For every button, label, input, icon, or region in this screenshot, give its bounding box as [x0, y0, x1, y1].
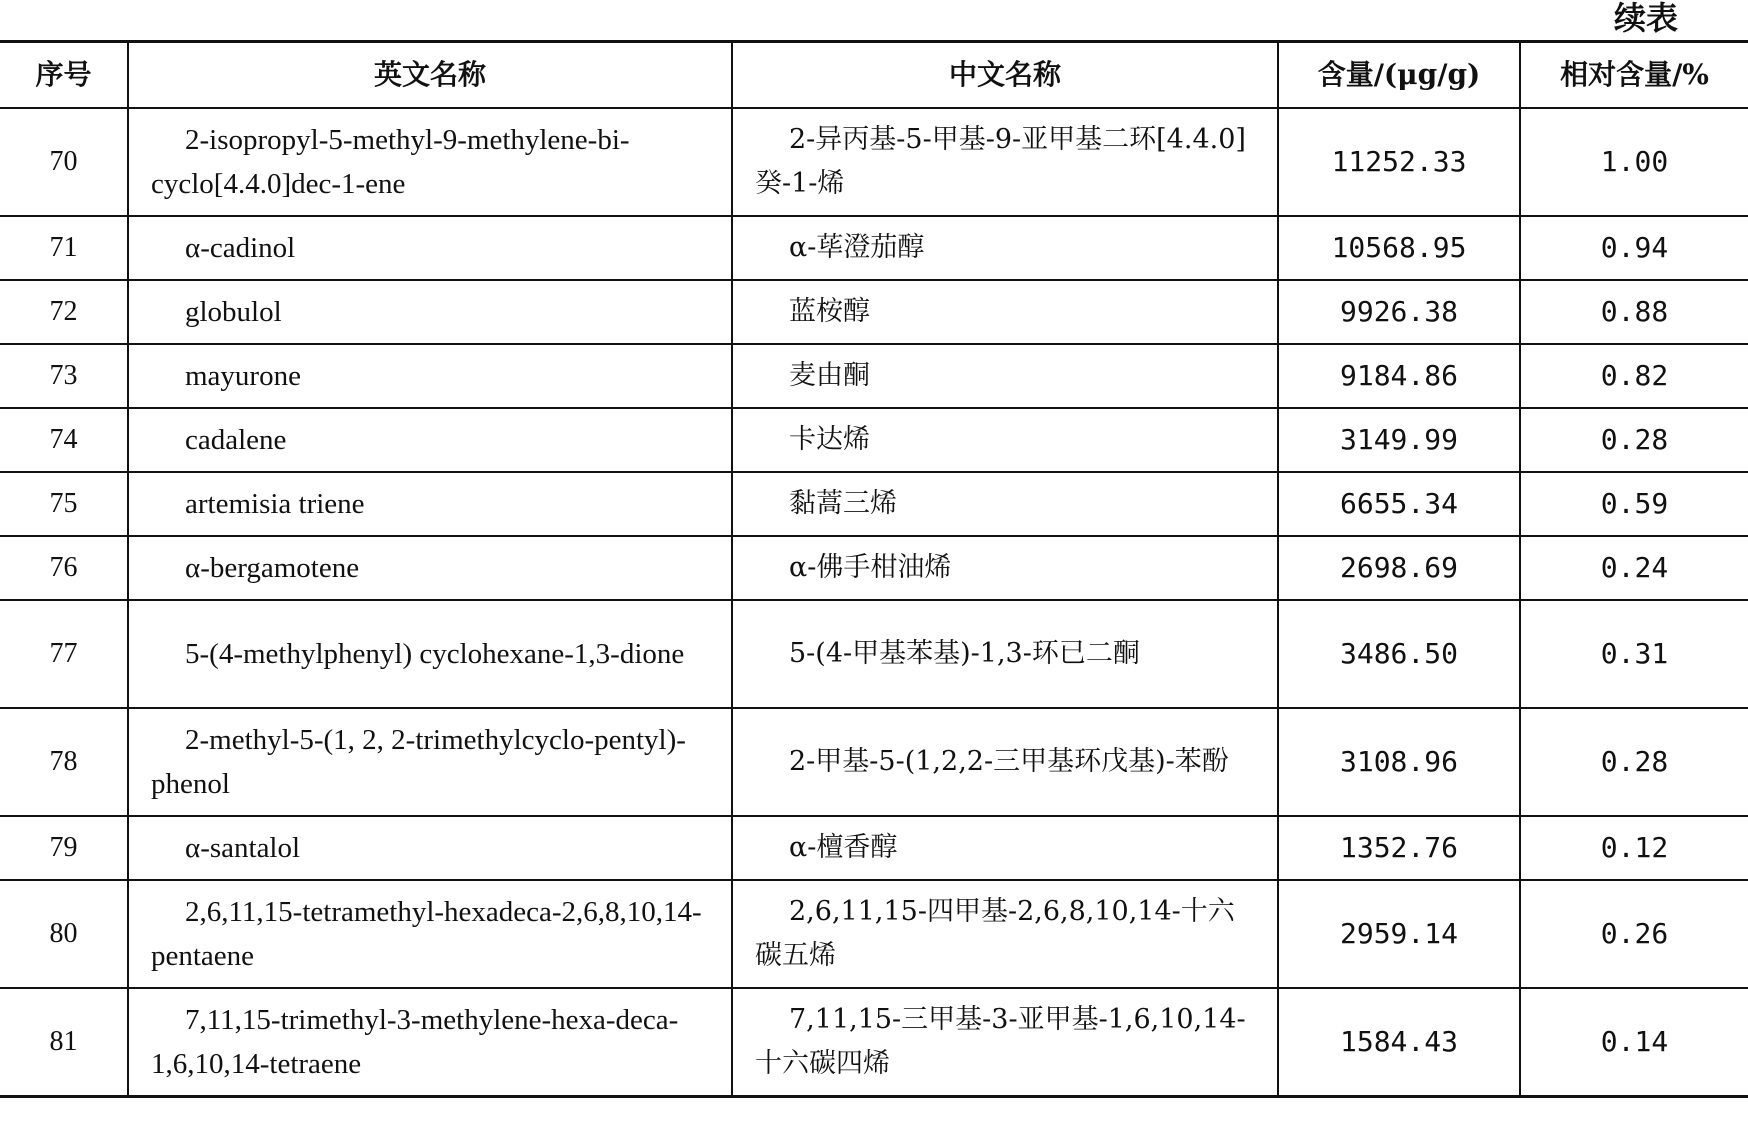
english-name-cell: 5-(4-methylphenyl) cyclohexane-1,3-dione	[128, 600, 732, 708]
header-index: 序号	[0, 42, 128, 109]
relative-amount-cell: 1.00	[1520, 108, 1748, 216]
chinese-name-cell: 2-甲基-5-(1,2,2-三甲基环戊基)-苯酚	[732, 708, 1278, 816]
english-name-cell: 2-methyl-5-(1, 2, 2-trimethylcyclo-pentyl)-phenol	[128, 708, 732, 816]
amount-cell: 3149.99	[1278, 408, 1520, 472]
relative-amount-cell: 0.94	[1520, 216, 1748, 280]
relative-amount-cell: 0.28	[1520, 708, 1748, 816]
compound-table	[0, 40, 1748, 1098]
table-row	[0, 108, 1748, 216]
row-index: 70	[0, 108, 128, 216]
row-index: 74	[0, 408, 128, 472]
table-row	[0, 408, 1748, 472]
row-index: 77	[0, 600, 128, 708]
english-name-cell: α-cadinol	[128, 216, 732, 280]
amount-cell: 11252.33	[1278, 108, 1520, 216]
amount-cell: 10568.95	[1278, 216, 1520, 280]
chinese-name-cell: 2-异丙基-5-甲基-9-亚甲基二环[4.4.0]癸-1-烯	[732, 108, 1278, 216]
chinese-name-cell: 麦由酮	[732, 344, 1278, 408]
amount-cell: 9926.38	[1278, 280, 1520, 344]
english-name-cell: mayurone	[128, 344, 732, 408]
chinese-name-cell: 7,11,15-三甲基-3-亚甲基-1,6,10,14-十六碳四烯	[732, 988, 1278, 1097]
row-index: 72	[0, 280, 128, 344]
english-name-cell: globulol	[128, 280, 732, 344]
amount-cell: 2698.69	[1278, 536, 1520, 600]
amount-cell: 9184.86	[1278, 344, 1520, 408]
header-relative-amount: 相对含量/%	[1520, 42, 1748, 109]
header-english-name: 英文名称	[128, 42, 732, 109]
chinese-name-cell: 2,6,11,15-四甲基-2,6,8,10,14-十六碳五烯	[732, 880, 1278, 988]
header-amount: 含量/(μg/g)	[1278, 42, 1520, 109]
amount-cell: 1584.43	[1278, 988, 1520, 1097]
amount-cell: 1352.76	[1278, 816, 1520, 880]
table-row	[0, 472, 1748, 536]
row-index: 75	[0, 472, 128, 536]
row-index: 80	[0, 880, 128, 988]
table-row	[0, 536, 1748, 600]
english-name-cell: 2,6,11,15-tetramethyl-hexadeca-2,6,8,10,14-pentaene	[128, 880, 732, 988]
english-name-cell: α-bergamotene	[128, 536, 732, 600]
relative-amount-cell: 0.31	[1520, 600, 1748, 708]
row-index: 73	[0, 344, 128, 408]
continued-label: 续表	[1613, 0, 1678, 37]
row-index: 76	[0, 536, 128, 600]
english-name-cell: α-santalol	[128, 816, 732, 880]
relative-amount-cell: 0.59	[1520, 472, 1748, 536]
amount-cell: 3486.50	[1278, 600, 1520, 708]
relative-amount-cell: 0.28	[1520, 408, 1748, 472]
chinese-name-cell: 卡达烯	[732, 408, 1278, 472]
relative-amount-cell: 0.88	[1520, 280, 1748, 344]
table-row	[0, 216, 1748, 280]
table-row	[0, 816, 1748, 880]
chinese-name-cell: α-荜澄茄醇	[732, 216, 1278, 280]
row-index: 79	[0, 816, 128, 880]
english-name-cell: cadalene	[128, 408, 732, 472]
row-index: 78	[0, 708, 128, 816]
chinese-name-cell: 5-(4-甲基苯基)-1,3-环已二酮	[732, 600, 1278, 708]
header-chinese-name: 中文名称	[732, 42, 1278, 109]
chinese-name-cell: α-檀香醇	[732, 816, 1278, 880]
table-row	[0, 280, 1748, 344]
table-row	[0, 880, 1748, 988]
relative-amount-cell: 0.12	[1520, 816, 1748, 880]
table-header-row	[0, 42, 1748, 109]
relative-amount-cell: 0.26	[1520, 880, 1748, 988]
row-index: 81	[0, 988, 128, 1097]
english-name-cell: 7,11,15-trimethyl-3-methylene-hexa-deca-1,6,10,14-tetraene	[128, 988, 732, 1097]
table-row	[0, 344, 1748, 408]
english-name-cell: 2-isopropyl-5-methyl-9-methylene-bi-cyclo[4.4.0]dec-1-ene	[128, 108, 732, 216]
amount-cell: 3108.96	[1278, 708, 1520, 816]
relative-amount-cell: 0.82	[1520, 344, 1748, 408]
relative-amount-cell: 0.14	[1520, 988, 1748, 1097]
relative-amount-cell: 0.24	[1520, 536, 1748, 600]
chinese-name-cell: 黏蒿三烯	[732, 472, 1278, 536]
table-row	[0, 708, 1748, 816]
amount-cell: 2959.14	[1278, 880, 1520, 988]
english-name-cell: artemisia triene	[128, 472, 732, 536]
table-row	[0, 988, 1748, 1097]
amount-cell: 6655.34	[1278, 472, 1520, 536]
table-row	[0, 600, 1748, 708]
chinese-name-cell: 蓝桉醇	[732, 280, 1278, 344]
row-index: 71	[0, 216, 128, 280]
chinese-name-cell: α-佛手柑油烯	[732, 536, 1278, 600]
